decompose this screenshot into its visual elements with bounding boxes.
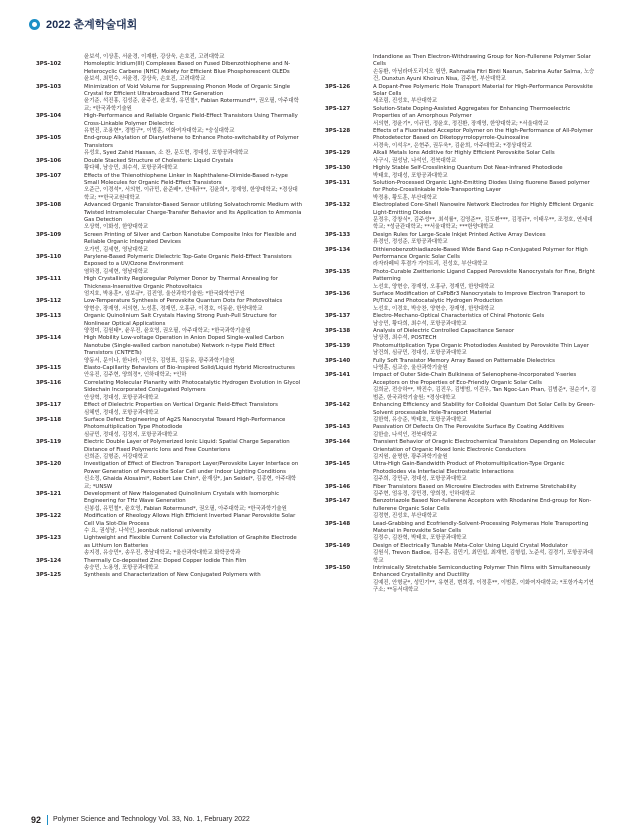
abstract-entry bbox=[36, 232, 302, 254]
abstract-title: Photomultiplication Type Organic Photodiodes Assisted by Perovskite Thin Layer bbox=[373, 342, 589, 349]
journal-citation: Polymer Science and Technology Vol. 33, No. 1, February 2022 bbox=[53, 816, 250, 823]
abstract-code: 3PS-142 bbox=[325, 402, 351, 409]
abstract-authors: 양동서, 문이나, 한나라, 이민우, 김영표, 김동유, 광주과학기술원 bbox=[84, 357, 235, 364]
abstract-entry bbox=[325, 498, 597, 520]
abstract-code: 3PS-144 bbox=[325, 439, 351, 446]
abstract-authors: 김예진, 안형균*, 성민기**, 유현진, 변희경, 이정훈**, 이범훈, 이화여자대학교; *포항가속기연구소; **동서대학교 bbox=[373, 579, 594, 594]
abstract-entry bbox=[325, 343, 597, 358]
abstract-entry bbox=[325, 269, 597, 291]
abstract-authors: 유현진, 조용현*, 경범구*, 이범훈, 이화여자대학교; *숭실대학교 bbox=[84, 128, 235, 135]
abstract-entry bbox=[36, 335, 302, 365]
abstract-authors: 김원식, Trevon Badloe, 김주훈, 김민기, 최민섭, 최재현, 김형섭, 노준석, 김경기, 포항공과대학교 bbox=[373, 550, 593, 564]
abstract-code: 3PS-113 bbox=[36, 313, 62, 320]
abstract-authors: 서경욱, 이석우*, 은현주, 권두욱*, 김윤희, 아주대학교; *경상대학교 bbox=[373, 142, 532, 149]
abstract-entry bbox=[36, 439, 302, 461]
abstract-code: 3PS-118 bbox=[36, 416, 62, 423]
abstract-authors: 신봉섭, 유민철*, 윤호영, Fabian Rotermund*, 권오필, 아주대학교; *한국과학기술원 bbox=[84, 505, 287, 512]
abstract-authors: 사구시, 권성남, 나석인, 전북대학교 bbox=[373, 157, 457, 164]
abstract-authors: 문정우, 강창식*, 김주성**, 최석률*, 김영준**, 김도환***, 김정규*, 이태우**, 조정호, 연세대학교; *성균관대학교; **서울대학교; ***한양대학교 bbox=[373, 216, 593, 231]
abstract-entry bbox=[36, 313, 302, 335]
abstract-title: Electroplated Core-Shell Nanowire Network Electrodes for Highly Efficient Organic Light-Emitting Diodes bbox=[373, 202, 594, 216]
abstract-entry bbox=[325, 439, 597, 461]
abstract-title: High Mobility Low-voltage Operation in Anion Doped Single-walled Carbon Nanotube (Single-walled carbon nanotube) Network n-type Field Effect Transistors (CNTFETs) bbox=[84, 335, 284, 357]
abstract-title: Homoleptic Iridium(III) Complexes Based on Fused Dibenzothiophene and N-Heterocyclic Carbene (NHC) Moiety for Efficient Blue Phosphorescent OLEDs bbox=[84, 61, 291, 75]
abstract-authors: 박정용, 황도훈, 부산대학교 bbox=[373, 194, 438, 201]
abstract-authors: 김주현, 엄유정, 강민경, 양희정, 인하대학교 bbox=[373, 490, 476, 497]
abstract-code: 3PS-104 bbox=[36, 113, 62, 120]
abstract-title: End-group Alkylation of Diarylethene to Enhance Photo-switchability of Polymer Transistors bbox=[84, 135, 299, 149]
abstract-authors: 서의현, 정윤기*, 이규민, 정윤호, 정진환, 장재영, 한양대학교; *서울대학교 bbox=[373, 120, 549, 127]
abstract-code: 3PS-105 bbox=[36, 135, 62, 142]
abstract-entry bbox=[325, 328, 597, 343]
page-header bbox=[29, 16, 137, 32]
abstract-entry bbox=[36, 380, 302, 402]
abstract-entry bbox=[36, 298, 302, 313]
abstract-title: Modification of Rheology Allows High Efficient Inverted Planar Perovskite Solar Cell Via Slot-Die Process bbox=[84, 513, 296, 527]
abstract-title: Effect of Dielectric Properties on Vertical Organic Field-Effect Transistors bbox=[84, 402, 278, 409]
abstract-code: 3PS-110 bbox=[36, 253, 62, 260]
abstract-title: Ultra-High Gain-Bandwidth Product of Photomultiplication-Type Organic Photodiodes via Interfacial Electrostatic Interactions bbox=[373, 461, 565, 475]
abstract-authors: 노선호, 이경호, 박승찬, 양현승, 장재영, 한양대학교 bbox=[373, 305, 495, 312]
abstract-code: 3PS-122 bbox=[36, 513, 62, 520]
abstract-title: Advanced Organic Transistor-Based Sensor utilizing Solvatochromic Medium with Twisted Intramolecular Charge-Transfer Behavior and Its Application to Ammonia Gas Detection bbox=[84, 202, 302, 223]
abstract-authors: 심규민, 정대성, 김정지, 포항공과대학교 bbox=[84, 431, 178, 438]
abstract-code: 3PS-127 bbox=[325, 105, 351, 112]
abstract-title: Investigation of Effect of Electron Transport Layer/Perovskite Layer Interface on Power Generation of Perovskite Solar Cell under Indoor Lighting Conditions bbox=[84, 461, 299, 475]
abstract-entry bbox=[36, 558, 302, 573]
abstract-code: 3PS-112 bbox=[36, 298, 62, 305]
abstract-title: Elasto-Capillarity Behaviors of Bio-Inspired Solid/Liquid Hybrid Microstructures bbox=[84, 365, 295, 372]
abstract-code: 3PS-120 bbox=[36, 461, 62, 468]
abstract-title: Effects of a Fluorinated Acceptor Polymer on the High-Performance of All-Polymer Photodetector Based on Diketopyrrolopyrrole-Quinoxaline bbox=[373, 128, 593, 142]
abstract-code: 3PS-103 bbox=[36, 83, 62, 90]
abstract-authors: 류경인, 정성준, 포항공과대학교 bbox=[373, 239, 448, 246]
abstract-code: 3PS-107 bbox=[36, 172, 62, 179]
abstract-entry bbox=[36, 158, 302, 173]
abstract-authors: 노선호, 양현승, 장재영, 오홍규, 정재민, 한양대학교 bbox=[373, 283, 495, 290]
abstract-title: Photo-Curable Zwitterionic Ligand Capped Perovskite Nanocrystals for Fine, Bright Patterning bbox=[373, 268, 596, 283]
author-line: 손동환, 아님라마도리지오 험만, Rahmatia Fitri Binti Nasrun, Sabrina Aufar Salma, 노승건, Ounxtun Ayuni Khoirun Nisa, 김주현, 부산대학교 bbox=[373, 68, 595, 83]
abstract-authors: 오준근, 이경석*, 서의현, 이규민, 윤준배*, 안태규**, 김윤희*, 정재영, 한양대학교; *경상대학교; **한국교원대학교 bbox=[84, 187, 298, 201]
abstract-title: Benzotriazole Based Non-fullerene Acceptors with Rhodanine End-group for Non-fullerene Organic Solar Cells bbox=[373, 498, 592, 512]
abstract-authors: 엄지호, 박용훈*, 임보규*, 김진영, 울산과학기술원; *한국화학연구원 bbox=[84, 291, 245, 297]
abstract-code: 3PS-108 bbox=[36, 202, 62, 209]
abstract-authors: 김정수, 김찬혁, 박태호, 포항공과대학교 bbox=[373, 535, 467, 542]
abstract-code: 3PS-132 bbox=[325, 202, 351, 209]
abstract-entry bbox=[325, 543, 597, 565]
abstract-entry bbox=[36, 491, 302, 513]
abstract-entry bbox=[36, 365, 302, 380]
page-footer bbox=[0, 812, 622, 830]
abstract-list-right bbox=[325, 84, 597, 595]
abstract-title: Analysis of Dielectric Controlled Capacitance Sensor bbox=[373, 328, 515, 335]
abstract-code: 3PS-115 bbox=[36, 365, 62, 372]
abstract-code: 3PS-137 bbox=[325, 313, 351, 320]
abstract-entry bbox=[36, 572, 302, 579]
abstract-entry bbox=[325, 313, 597, 328]
abstract-code: 3PS-131 bbox=[325, 179, 351, 186]
abstract-title: Organic Quinolinium Salt Crystals Having Strong Push-Pull Structure for Nonlinear Optical Applications bbox=[84, 313, 277, 327]
abstract-title: Electric Double Layer of Polymerized Ionic Liquid: Spatial Charge Separation Distance of Fixed Polymeric Ions and Free Counterions bbox=[84, 439, 290, 453]
abstract-authors: 윤보석, 최민수, 서윤경, 강상욱, 손호진, 고려대학교 bbox=[84, 76, 206, 83]
abstract-code: 3PS-141 bbox=[325, 372, 351, 379]
abstract-title: Effects of the Thienothiophene Linker in Naphthalene-Diimide-Based n-type Small Molecules for Organic Field-Effect Transistors bbox=[84, 172, 288, 186]
abstract-authors: 염하경, 김세현, 영남대학교 bbox=[84, 268, 149, 275]
abstract-authors: 김지원, 윤명한, 광주과학기술원 bbox=[373, 453, 448, 460]
abstract-entry bbox=[325, 232, 597, 247]
abstract-entry bbox=[36, 173, 302, 203]
abstract-title: Dithienobenzothiadiazole-Based Wide Band Gap π-Conjugated Polymer for High Performance Organic Solar Cells bbox=[373, 246, 588, 260]
abstract-title: Transient Behavior of Oragnic Electrochemical Transistors Depending on Molecular Orientation of Organic Mixed Ionic Electronic Conductors bbox=[373, 439, 596, 453]
abstract-title: A Dopant-Free Polymeric Hole Transport Material for High-Performance Perovskite Solar Cells bbox=[373, 83, 593, 98]
left-top-authors-row bbox=[36, 54, 302, 61]
abstract-entry bbox=[325, 358, 597, 373]
abstract-entry bbox=[325, 461, 597, 483]
abstract-entry bbox=[36, 254, 302, 276]
abstract-authors: 심혜빈, 정대성, 포항공과대학교 bbox=[84, 409, 159, 416]
abstract-title: Fully Soft Transistor Memory Array Based on Patternable Dielectrics bbox=[373, 357, 555, 364]
abstract-authors: 박태호, 정대성, 포항공과대학교 bbox=[373, 172, 448, 179]
abstract-entry bbox=[36, 535, 302, 557]
abstract-entry bbox=[325, 106, 597, 128]
abstract-authors: 신희준, 김형준, 서강대학교 bbox=[84, 453, 149, 460]
abstract-title: Correlating Molecular Planarity with Photocatalytic Hydrogen Evolution in Glycol Sidechain Incorporated Conjugated Polymers bbox=[84, 379, 301, 394]
abstract-code: 3PS-123 bbox=[36, 535, 62, 542]
abstract-code: 3PS-140 bbox=[325, 357, 351, 364]
abstract-authors: 김주희, 강민규, 정대성, 포항공과대학교 bbox=[373, 476, 467, 483]
abstract-code: 3PS-138 bbox=[325, 328, 351, 335]
abstract-code: 3PS-121 bbox=[36, 490, 62, 497]
abstract-code: 3PS-128 bbox=[325, 128, 351, 135]
right-top-continuation bbox=[325, 54, 597, 84]
abstract-title: Passivation Of Defects On The Perovskite Surface By Coating Additives bbox=[373, 424, 564, 431]
abstract-entry bbox=[325, 150, 597, 165]
left-column bbox=[36, 54, 302, 580]
abstract-code: 3PS-149 bbox=[325, 542, 351, 549]
abstract-title: Highly Stable Self-Crosslinking Quantum Dot Near-infrared Photodiode bbox=[373, 165, 563, 172]
abstract-code: 3PS-125 bbox=[36, 572, 62, 579]
abstract-code: 3PS-135 bbox=[325, 268, 351, 275]
abstract-entry bbox=[325, 165, 597, 180]
abstract-authors: 세조림, 진성호, 부산대학교 bbox=[373, 98, 438, 105]
right-column bbox=[325, 54, 597, 595]
abstract-title: Parylene-Based Polymeric Dielectric Top-Gate Organic Field-Effect Transistors Exposed to a UV/Ozone Environment bbox=[84, 253, 292, 268]
abstract-entry bbox=[325, 202, 597, 232]
abstract-code: 3PS-147 bbox=[325, 498, 351, 505]
abstract-code: 3PS-143 bbox=[325, 424, 351, 431]
abstract-entry bbox=[36, 113, 302, 135]
abstract-authors: 나영훈, 심교승, 울산과학기술원 bbox=[373, 365, 448, 372]
abstract-code: 3PS-109 bbox=[36, 231, 62, 238]
abstract-authors: 남건희, 심규민, 정대성, 포항공과대학교 bbox=[373, 350, 467, 357]
abstract-title: High Crystallinity Regioregular Polymer Donor by Thermal Annealing for Thickness-Insensitive Organic Photovoltaics bbox=[84, 276, 278, 290]
abstract-authors: 오가빈, 김세현, 영남대학교 bbox=[84, 246, 149, 253]
abstract-authors: 양정미, 김원태*, 윤우진, 윤호영, 권오필, 아주대학교; *한국과학기술원 bbox=[84, 328, 251, 335]
abstract-title: Screen Printing of Silver and Carbon Nanotube Composite Inks for Flexible and Reliable Organic Integrated Devices bbox=[84, 231, 297, 246]
abstract-title: Surface Modification of CsPbBr3 Nanocrystals to Improve Electron Transport to Pt/TiO2 and Photocatalytic Hydrogen Production bbox=[373, 291, 585, 305]
abstract-entry bbox=[325, 372, 597, 402]
abstract-code: 3PS-116 bbox=[36, 379, 62, 386]
page-number: 92 bbox=[31, 815, 42, 825]
abstract-authors: 송지경, 유승민*, 송우진, 충남대학교; *울산과학대학교 화학공학과 bbox=[84, 550, 241, 557]
abstract-code: 3PS-136 bbox=[325, 291, 351, 297]
abstract-entry bbox=[36, 402, 302, 417]
abstract-code: 3PS-124 bbox=[36, 557, 62, 564]
abstract-authors: 오상혁, 이화성, 한양대학교 bbox=[84, 224, 149, 231]
abstract-authors: 황다혜, 남승민, 최수석, 포항공과대학교 bbox=[84, 165, 178, 172]
abstract-title: Thermally Co-deposited Zinc Doped Copper Iodide Thin Film bbox=[84, 557, 247, 564]
abstract-code: 3PS-119 bbox=[36, 439, 62, 446]
abstract-code: 3PS-134 bbox=[325, 246, 351, 253]
title-continuation: Indandione as Then Electron-Withdrawing Group for Non-Fullerene Polymer Solar Cells bbox=[373, 54, 591, 68]
abstract-entry bbox=[325, 424, 597, 439]
abstract-title: Enhancing Efficiency and Stability for Colloidal Quantum Dot Solar Cells by Green-Solvent processable Hole-Transport Material bbox=[373, 402, 595, 416]
abstract-authors: 김한혁, 유승준, 박태호, 포항공과대학교 bbox=[373, 416, 467, 423]
abstract-code: 3PS-117 bbox=[36, 402, 62, 409]
abstract-entry bbox=[36, 135, 302, 157]
abstract-title: Electro-Mechano-Optical Characteristics of Chiral Photonic Gels bbox=[373, 313, 545, 320]
abstract-entry bbox=[36, 513, 302, 535]
abstract-authors: 김한슬, 나석인, 전북대학교 bbox=[373, 431, 438, 438]
abstract-code: 3PS-146 bbox=[325, 483, 351, 490]
abstract-entry bbox=[36, 417, 302, 439]
abstract-title: Impact of Outer Side-Chain Bulkiness of Selenophene-Incorporated Y-series Acceptors on the Properties of Eco-Friendly Organic Solar Cells bbox=[373, 372, 577, 386]
header-title: 2022 춘계학술대회 bbox=[46, 19, 138, 31]
abstract-code: 3PS-150 bbox=[325, 565, 351, 572]
abstract-entry bbox=[325, 521, 597, 543]
abstract-title: Double Stacked Structure of Cholesteric Liquid Crystals bbox=[84, 157, 234, 164]
abstract-code: 3PS-145 bbox=[325, 461, 351, 468]
abstract-code: 3PS-129 bbox=[325, 150, 351, 157]
abstract-title: Solution-State Doping-Assisted Aggregates for Enhancing Thermoelectric Properties of an Amorphous Polymer bbox=[373, 105, 571, 120]
abstract-authors: 수 요, 권성남, 나석인, Jeonbuk national university bbox=[84, 528, 212, 534]
abstract-list-left bbox=[36, 61, 302, 579]
abstract-authors: 안상혁, 정대성, 포항공과대학교 bbox=[84, 394, 159, 401]
abstract-entry bbox=[325, 84, 597, 106]
abstract-authors: 윤기준, 석진홍, 김성준, 윤주선, 윤호영, 유민철*, Fabian Rotermund**, 권오필, 아주대학교; *한국과학기술원 bbox=[84, 98, 299, 112]
abstract-title: Synthesis and Characterization of New Conjugated Polymers with bbox=[84, 572, 261, 579]
abstract-entry bbox=[36, 461, 302, 491]
abstract-entry bbox=[325, 180, 597, 202]
abstract-title: Solution-Processed Organic Light-Emitting Diodes Using fluorene Based polymer for Photo-Crosslinkable Hole-Transporting Layer bbox=[373, 179, 590, 194]
abstract-authors: 송승민, 노용영, 포항공과대학교 bbox=[84, 565, 159, 572]
abstract-title: Intrinsically Stretchable Semiconducting Polymer Thin Films with Simultaneously Enhanced Crystallinity and Ductility bbox=[373, 565, 591, 579]
abstract-authors: 김정현, 진성호, 부산대학교 bbox=[373, 513, 438, 520]
abstract-entry bbox=[325, 565, 597, 595]
abstract-code: 3PS-111 bbox=[36, 276, 62, 283]
abstract-entry bbox=[36, 84, 302, 114]
abstract-title: Surface Defect Engineering of Ag2S Nanocrystal Toward High-Performance Photomultiplication Type Photodiode bbox=[84, 416, 286, 431]
abstract-entry bbox=[325, 128, 597, 150]
abstract-authors: 남상경, 최수석, POSTECH bbox=[373, 335, 437, 342]
abstract-authors: 라자라페티 후겸가 가야트리, 진성호, 부산대학교 bbox=[373, 261, 488, 268]
abstract-authors: 신소정, Ghaida Alosaimi*, Robert Lee Chin*, 윤재상*, Jan Seidel*, 김종현, 아주대학교; *UNSW bbox=[84, 476, 297, 490]
abstract-code: 3PS-130 bbox=[325, 165, 351, 172]
abstract-title: High-Performance and Reliable Organic Field-Effect Transistors Using Thermally Cross-Linkable Polymer Dielectric bbox=[84, 113, 298, 127]
abstract-authors: 남승민, 황다희, 최수석, 포항공과대학교 bbox=[373, 320, 467, 327]
author-line: 윤보석, 이상훈, 서윤경, 이재환, 강상욱, 손호진, 고려대학교 bbox=[84, 54, 225, 60]
abstract-entry bbox=[325, 402, 597, 424]
abstract-title: Lead-Grabbing and Ecofriendly-Solvent-Processing Polymeras Hole Transporting Material in Perovskite Solar Cells bbox=[373, 520, 589, 534]
abstract-authors: 양현승, 장재영, 서의현, 노성훈, 정재민, 오홍규, 이경호, 이동윤, 한양대학교 bbox=[84, 305, 263, 312]
abstract-entry bbox=[36, 276, 302, 298]
abstract-entry bbox=[325, 291, 597, 313]
abstract-code: 3PS-148 bbox=[325, 520, 351, 527]
abstract-code: 3PS-102 bbox=[36, 61, 62, 68]
bullet-circle-icon bbox=[29, 19, 40, 30]
abstract-title: Low-Temperature Synthesis of Perovskite Quantum Dots for Photovoltaics bbox=[84, 298, 283, 305]
abstract-title: Design of Electrically Tunable Meta-Color Using Liquid Crystal Modulator bbox=[373, 542, 568, 549]
abstract-code: 3PS-114 bbox=[36, 335, 62, 342]
footer-divider bbox=[47, 815, 48, 825]
abstract-code: 3PS-126 bbox=[325, 83, 351, 90]
abstract-title: Fiber Transistors Based on Microwire Electrodes with Extreme Stretchability bbox=[373, 483, 577, 490]
abstract-code: 3PS-106 bbox=[36, 157, 62, 164]
abstract-authors: 김희균, 전승하**, 박진수, 김진우, 김병범, 이진우, Tan Ngoc-Lan Phan, 김범준*, 권순기*, 김범준, 한국과학기술원; *경상대학교 bbox=[373, 387, 597, 401]
abstract-title: Alkali Metals Ions Additive for Highly Efficient Perovskite Solar Cells bbox=[373, 150, 555, 157]
abstract-authors: 유성호, Syed Zahid Hassan, 소 찬, 문도현, 정대성, 포항공과대학교 bbox=[84, 150, 249, 157]
abstract-title: Lightweight and Flexible Current Collector via Exfoliation of Graphite Electrode as Lithium Ion Batteries bbox=[84, 535, 297, 549]
abstract-code: 3PS-133 bbox=[325, 231, 351, 238]
abstract-title: Minimization of Void Volume for Suppressing Phonon Mode of Organic Single Crystal for Efficient Ultrabroadband THz Generation bbox=[84, 83, 291, 98]
abstract-entry bbox=[36, 61, 302, 83]
abstract-title: Design Rules for Large-Scale Inkjet Printed Active Array Devices bbox=[373, 231, 546, 238]
abstract-authors: 안유진, 김주현, 양희정*, 인하대학교; *인하 bbox=[84, 372, 187, 379]
abstract-entry bbox=[36, 202, 302, 232]
abstract-entry bbox=[325, 247, 597, 269]
abstract-entry bbox=[325, 484, 597, 499]
abstract-code: 3PS-139 bbox=[325, 342, 351, 349]
abstract-title: Development of New Halogenated Quinolinium Crystals with Isomorphic Engineering for THz Wave Generation bbox=[84, 490, 280, 505]
